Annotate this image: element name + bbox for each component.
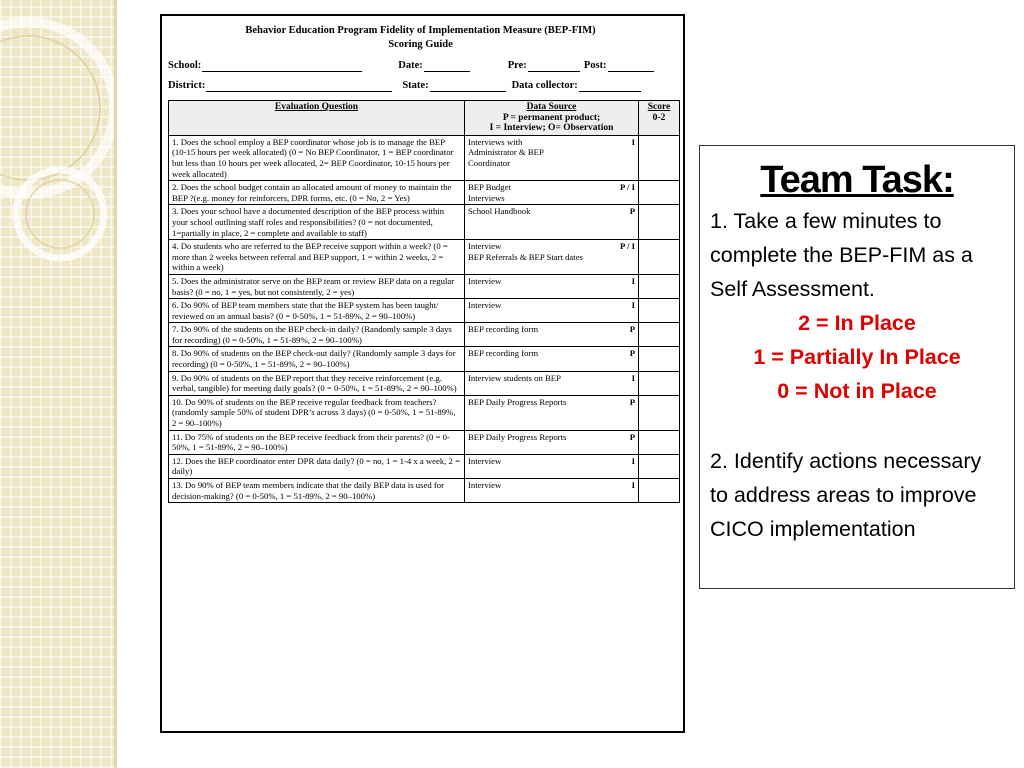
legend-not-in-place: 0 = Not in Place — [777, 379, 937, 403]
question-cell: 5. Does the administrator serve on the BEP team or review BEP data on a regular basis? (0 = no, 1 = yes, but not consistently, 2 = yes) — [169, 274, 465, 298]
pre-label: Pre: — [507, 60, 527, 71]
team-task-box — [699, 145, 1015, 589]
score-cell[interactable] — [639, 181, 680, 205]
team-task-title: Team Task: — [760, 159, 954, 201]
source-cell — [465, 430, 639, 454]
source-cell — [465, 181, 639, 205]
table-row — [169, 347, 680, 371]
score-cell[interactable] — [639, 205, 680, 240]
source-code: P — [629, 324, 635, 335]
table-row — [169, 479, 680, 503]
source-cell — [465, 323, 639, 347]
source-code: I — [631, 480, 635, 490]
source-code: P — [629, 348, 635, 359]
school-blank — [202, 60, 362, 72]
table-row — [169, 430, 680, 454]
pre-blank — [528, 60, 580, 72]
score-cell[interactable] — [639, 274, 680, 298]
form-title — [168, 24, 673, 52]
district-label: District: — [168, 80, 206, 91]
legend-partially: 1 = Partially In Place — [753, 345, 961, 369]
question-cell: 3. Does your school have a documented description of the BEP process within your school outlining staff roles and responsibilities? (0 = not documented, 1=partially in place, 2 = complete and available to staff) — [169, 205, 465, 240]
evaluation-table — [168, 100, 680, 503]
source-header: Data Source P = permanent product; I = Interview; O= Observation — [465, 101, 639, 136]
meta-row-district — [168, 80, 673, 92]
question-header: Evaluation Question — [169, 101, 465, 136]
score-cell[interactable] — [639, 135, 680, 180]
source-name: BEP Budget Interviews — [468, 182, 511, 203]
task-step-1: 1. Take a few minutes to complete the BEP-FIM as a Self Assessment. — [710, 209, 973, 301]
table-row — [169, 135, 680, 180]
table-row — [169, 181, 680, 205]
source-cell — [465, 347, 639, 371]
school-label: School: — [168, 60, 202, 71]
question-cell: 1. Does the school employ a BEP coordinator whose job is to manage the BEP (10-15 hours per week allocated) (0 = No BEP Coordinator, 1 = BEP coordinator but less than 10 hours per week allocated, 2= BEP Coordinator, 10-15 hours per week allocated) — [169, 135, 465, 180]
question-cell: 2. Does the school budget contain an allocated amount of money to maintain the BEP ?(e.g. money for reinforcers, DPR forms, etc. (0 = No, 2 = Yes) — [169, 181, 465, 205]
score-cell[interactable] — [639, 479, 680, 503]
collector-blank — [579, 80, 641, 92]
source-name: School Handbook — [468, 206, 531, 217]
source-cell — [465, 371, 639, 395]
collector-label: Data collector: — [511, 80, 578, 91]
table-row — [169, 274, 680, 298]
form-title-line2: Scoring Guide — [388, 39, 453, 50]
score-cell[interactable] — [639, 240, 680, 275]
source-code: P — [629, 396, 635, 407]
source-code: I — [631, 455, 635, 466]
source-cell — [465, 135, 639, 180]
source-code: I — [631, 275, 635, 286]
table-header-row — [169, 101, 680, 136]
question-cell: 13. Do 90% of BEP team members indicate that the daily BEP data is used for decision-making? (0 = 0-50%, 1 = 51-89%, 2 = 90–100%) — [169, 479, 465, 503]
question-cell: 4. Do students who are referred to the BEP receive support within a week? (0 = more than 2 weeks between referral and BEP support, 1 = within 2 weeks, 2 = within a week) — [169, 240, 465, 275]
table-row — [169, 299, 680, 323]
source-cell — [465, 395, 639, 430]
source-code: I — [631, 136, 635, 147]
source-cell — [465, 454, 639, 478]
source-cell — [465, 299, 639, 323]
question-cell: 7. Do 90% of the students on the BEP check-in daily? (Randomly sample 3 days for recording) (0 = 0-50%, 1 = 51-89%, 2 = 90–100%) — [169, 323, 465, 347]
score-header: Score 0-2 — [639, 101, 680, 136]
state-blank — [430, 80, 506, 92]
score-cell[interactable] — [639, 395, 680, 430]
score-cell[interactable] — [639, 430, 680, 454]
source-name: Interview — [468, 480, 502, 490]
source-name: Interview students on BEP — [468, 372, 561, 383]
score-cell[interactable] — [639, 454, 680, 478]
table-row — [169, 371, 680, 395]
source-name: Interview — [468, 300, 502, 311]
table-row — [169, 240, 680, 275]
legend-in-place: 2 = In Place — [798, 311, 916, 335]
source-name: Interview BEP Referrals & BEP Start dates — [468, 241, 583, 262]
source-name: BEP recording form — [468, 348, 539, 359]
source-cell — [465, 205, 639, 240]
table-row — [169, 395, 680, 430]
meta-row-school — [168, 60, 673, 72]
state-label: State: — [402, 80, 429, 91]
score-cell[interactable] — [639, 299, 680, 323]
source-cell — [465, 274, 639, 298]
decorative-side-band — [0, 0, 117, 768]
table-row — [169, 454, 680, 478]
source-cell — [465, 479, 639, 503]
score-cell[interactable] — [639, 323, 680, 347]
table-row — [169, 323, 680, 347]
post-label: Post: — [583, 60, 607, 71]
bep-fim-form — [160, 14, 685, 733]
date-blank — [424, 60, 470, 72]
score-cell[interactable] — [639, 347, 680, 371]
post-blank — [608, 60, 654, 72]
source-name: BEP recording form — [468, 324, 539, 335]
source-code: P — [629, 206, 635, 217]
question-cell: 12. Does the BEP coordinator enter DPR data daily? (0 = no, 1 = 1-4 x a week, 2 = daily) — [169, 454, 465, 478]
district-blank — [206, 80, 392, 92]
source-name: Interview — [468, 455, 502, 466]
source-name: BEP Daily Progress Reports — [468, 396, 567, 407]
table-row — [169, 205, 680, 240]
question-cell: 6. Do 90% of BEP team members state that the BEP system has been taught/ reviewed on an annual basis? (0 = 0-50%, 1 = 51-89%, 2 = 90–100%) — [169, 299, 465, 323]
source-name: Interview — [468, 275, 502, 286]
source-code: P / I — [620, 241, 635, 252]
source-name: BEP Daily Progress Reports — [468, 431, 567, 442]
source-code: P — [629, 431, 635, 442]
form-title-line1: Behavior Education Program Fidelity of Implementation Measure (BEP-FIM) — [245, 25, 596, 36]
task-step-2: 2. Identify actions necessary to address areas to improve CICO implementation — [710, 449, 982, 541]
source-name: Interviews with Administrator & BEP Coordinator — [468, 136, 544, 168]
score-cell[interactable] — [639, 371, 680, 395]
decorative-circles — [0, 0, 114, 320]
question-cell: 10. Do 90% of students on the BEP receive regular feedback from teachers? (randomly sample 50% of student DPR’s across 3 days) (0 = 0-50%, 1 = 51-89%, 2 = 90–100%) — [169, 395, 465, 430]
source-code: I — [631, 300, 635, 311]
question-cell: 8. Do 90% of students on the BEP check-out daily? (Randomly sample 3 days for recording) (0 = 0-50%, 1 = 51-89%, 2 = 90–100%) — [169, 347, 465, 371]
question-cell: 11. Do 75% of students on the BEP receive feedback from their parents? (0 = 0-50%, 1 = 51-89%, 2 = 90–100%) — [169, 430, 465, 454]
date-label: Date: — [398, 60, 423, 71]
source-code: P / I — [620, 182, 635, 193]
question-cell: 9. Do 90% of students on the BEP report that they receive reinforcement (e.g. verbal, tangible) for meeting daily goals? (0 = 0-50%, 1 = 51-89%, 2 = 90–100%) — [169, 371, 465, 395]
source-code: I — [631, 372, 635, 383]
source-cell — [465, 240, 639, 275]
